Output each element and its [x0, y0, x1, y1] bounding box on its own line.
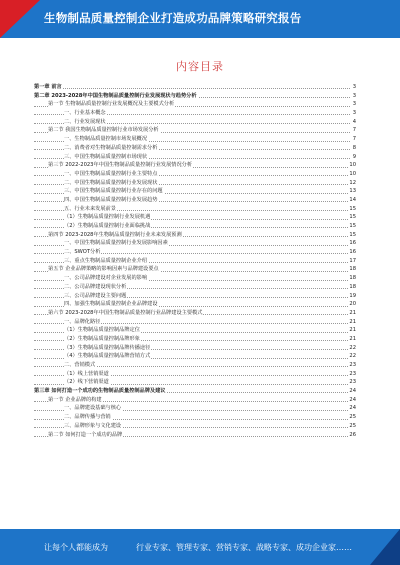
toc-entry-page: 16: [349, 240, 356, 247]
toc-entry[interactable]: [34, 213, 356, 222]
toc-entry-page: 23: [349, 379, 356, 386]
toc-entry-page: 4: [352, 118, 356, 125]
toc-entry-label: 第一节 生物制品质量控制行业发展概况及主要模式分析: [48, 101, 175, 108]
toc-entry-label: 五、行业未来发展前景: [64, 205, 116, 212]
toc-entry-page: 22: [349, 353, 356, 360]
table-of-contents: [34, 83, 356, 439]
toc-entry-page: 15: [349, 223, 356, 229]
toc-entry-page: 18: [349, 275, 356, 282]
toc-title: 内容目录: [176, 60, 224, 73]
toc-entry-page: 15: [349, 231, 356, 238]
toc-entry-page: 7: [352, 136, 356, 143]
toc-entry-page: 24: [349, 388, 356, 395]
footer-tags: 行业专家、管理专家、营销专家、战略专家、成功企业家……: [136, 543, 352, 552]
toc-entry-label: 四、加强生物制品质量控制企业品牌建设: [64, 301, 158, 308]
toc-entry-page: 3: [352, 92, 356, 99]
toc-entry-label: 三、中国生物制品质量控制行业存在的问题: [64, 188, 163, 195]
toc-entry-label: 四、中国生物制品质量控制行业发展趋势: [64, 196, 158, 203]
toc-entry-page: 25: [349, 414, 356, 421]
toc-entry[interactable]: [34, 92, 356, 101]
toc-entry[interactable]: [34, 318, 356, 327]
toc-entry[interactable]: [34, 274, 356, 283]
toc-entry[interactable]: [34, 196, 356, 205]
toc-entry-label: 二、消费者对生物制品质量控制需求分析: [64, 144, 158, 151]
toc-entry-label: 第三节 2022-2023年中国生物制品质量控制行业发展情况分析: [48, 162, 193, 169]
toc-entry[interactable]: [34, 396, 356, 405]
toc-entry-label: 一、品牌建设基础与核心: [64, 405, 122, 412]
toc-entry[interactable]: [34, 231, 356, 240]
toc-entry[interactable]: [34, 239, 356, 248]
toc-entry[interactable]: [34, 257, 356, 266]
toc-entry-label: 第一章 前言: [34, 84, 62, 90]
toc-entry-page: 23: [349, 370, 356, 377]
toc-entry-label: （1）生物制品质量控制品牌定位: [64, 327, 140, 334]
toc-entry-label: 二、行业发展现状: [64, 118, 106, 125]
toc-entry[interactable]: [34, 378, 356, 387]
toc-entry[interactable]: [34, 205, 356, 214]
toc-entry-label: 一、行业基本概念: [64, 110, 106, 117]
toc-entry-label: （4）生物制品质量控制品牌营销方式: [64, 353, 151, 360]
toc-leader-dots: [34, 88, 350, 89]
toc-entry-label: （2）生物制品质量控制品牌形象: [64, 335, 140, 342]
toc-entry[interactable]: [34, 283, 356, 292]
toc-entry[interactable]: [34, 222, 356, 231]
toc-entry-page: 21: [349, 335, 356, 342]
toc-entry[interactable]: [34, 153, 356, 162]
toc-entry[interactable]: [34, 404, 356, 413]
toc-entry-label: 第二章 2023-2028年中国生物制品质量控制行业发展现状与趋势分析: [34, 92, 197, 99]
toc-entry[interactable]: [34, 344, 356, 353]
toc-entry-label: 三、中国生物制品质量控制市场现状: [64, 153, 148, 160]
footer-slogan: 让每个人都能成为: [44, 543, 108, 552]
toc-entry[interactable]: [34, 387, 356, 396]
toc-entry-page: 21: [349, 327, 356, 334]
toc-entry-page: 24: [349, 405, 356, 412]
toc-entry[interactable]: [34, 431, 356, 440]
toc-entry[interactable]: [34, 326, 356, 335]
toc-entry-page: 18: [349, 266, 356, 273]
toc-entry-page: 24: [349, 396, 356, 403]
toc-entry-label: 第三章 如何打造一个成功的生物制品质量控制品牌及建议: [34, 388, 166, 395]
toc-entry[interactable]: [34, 300, 356, 309]
toc-entry-label: 二、营销模式: [64, 362, 96, 368]
toc-entry-label: 第六节 2023-2028年中国生物制品质量控制行业品牌建设主要模式: [48, 309, 203, 316]
toc-entry-label: 第一节 企业品牌的构建: [48, 396, 102, 403]
toc-entry-label: （2）线下营销渠道: [64, 379, 109, 386]
toc-entry-page: 21: [349, 309, 356, 316]
toc-entry[interactable]: [34, 135, 356, 144]
toc-entry-page: 9: [352, 153, 356, 160]
toc-entry-page: 20: [349, 301, 356, 308]
toc-entry-label: 一、品牌化路径: [64, 318, 101, 325]
toc-entry-page: 3: [352, 101, 356, 108]
toc-entry-page: 13: [349, 188, 356, 195]
header-red-triangle: [0, 0, 40, 38]
toc-entry-page: 14: [349, 196, 356, 203]
toc-entry-page: 22: [349, 344, 356, 351]
toc-entry-label: 第五节 企业品牌策略的影响因素与品牌建设要点: [48, 266, 159, 273]
toc-entry-page: 17: [349, 257, 356, 264]
toc-entry[interactable]: [34, 248, 356, 257]
footer-band: [0, 529, 400, 565]
toc-entry[interactable]: [34, 83, 356, 92]
toc-entry-label: 三、重点生物制品质量控制企业介绍: [64, 257, 148, 264]
toc-entry-page: 23: [349, 362, 356, 368]
toc-entry-label: 第四节 2023-2028年生物制品质量控制行业未来发展预测: [48, 231, 182, 238]
toc-entry[interactable]: [34, 100, 356, 109]
toc-entry[interactable]: [34, 413, 356, 422]
toc-entry-label: （2）生物制品质量控制行业面临挑战: [64, 223, 151, 229]
toc-entry-label: （1）线上营销渠道: [64, 370, 109, 377]
footer-dark-slant: [370, 529, 400, 565]
toc-entry-label: 三、品牌形象与文化建设: [64, 422, 122, 429]
toc-entry-page: 12: [349, 179, 356, 186]
toc-entry-page: 8: [352, 144, 356, 151]
toc-entry[interactable]: [34, 370, 356, 379]
toc-entry-page: 3: [352, 84, 356, 90]
toc-entry-label: 第二节 我国生物制品质量控制行业市场发展分析: [48, 127, 159, 134]
toc-entry-page: 15: [349, 205, 356, 212]
toc-entry[interactable]: [34, 361, 356, 370]
toc-entry-label: 二、品牌传播与营销: [64, 414, 111, 421]
toc-entry-page: 26: [349, 431, 356, 438]
report-title: 生物制品质量控制企业打造成功品牌策略研究报告: [44, 11, 302, 25]
toc-entry-label: 二、SWOT分析: [64, 249, 101, 256]
toc-entry[interactable]: [34, 179, 356, 188]
toc-entry[interactable]: [34, 292, 356, 301]
toc-entry-page: 25: [349, 422, 356, 429]
toc-entry-label: 一、生物制品质量控制市场发展概况: [64, 136, 148, 143]
toc-entry[interactable]: [34, 265, 356, 274]
toc-entry[interactable]: [34, 109, 356, 118]
toc-entry[interactable]: [34, 126, 356, 135]
toc-entry-page: 3: [352, 110, 356, 117]
toc-entry-label: （1）生物制品质量控制行业发展机遇: [64, 214, 151, 221]
toc-entry-page: 10: [349, 162, 356, 169]
toc-entry-page: 15: [349, 214, 356, 221]
toc-entry[interactable]: [34, 170, 356, 179]
toc-entry-page: 18: [349, 283, 356, 290]
toc-entry[interactable]: [34, 144, 356, 153]
toc-entry-label: 第二节 如何打造一个成功的品牌: [48, 431, 123, 438]
toc-entry[interactable]: [34, 309, 356, 318]
toc-entry-label: 一、中国生物制品质量控制行业发展影响因素: [64, 240, 168, 247]
toc-entry-page: 21: [349, 318, 356, 325]
toc-entry[interactable]: [34, 422, 356, 431]
toc-entry-label: 二、公司品牌建设现状分析: [64, 283, 127, 290]
toc-entry-page: 10: [349, 170, 356, 177]
toc-entry[interactable]: [34, 352, 356, 361]
toc-entry[interactable]: [34, 187, 356, 196]
toc-entry-page: 19: [349, 292, 356, 299]
toc-entry-label: （3）生物制品质量控制品牌传播途径: [64, 344, 151, 351]
toc-entry-label: 二、中国生物制品质量控制行业发展现状: [64, 179, 158, 186]
toc-entry-label: 一、中国生物制品质量控制行业主要特点: [64, 170, 158, 177]
toc-entry-label: 一、公司品牌建设对企业发展的影响: [64, 275, 148, 282]
toc-entry[interactable]: [34, 335, 356, 344]
toc-entry-label: 三、公司品牌建设主要问题: [64, 292, 127, 299]
toc-entry-page: 7: [352, 127, 356, 134]
header-band: [0, 0, 400, 38]
toc-entry[interactable]: [34, 161, 356, 170]
toc-entry-page: 16: [349, 249, 356, 256]
toc-entry[interactable]: [34, 118, 356, 127]
